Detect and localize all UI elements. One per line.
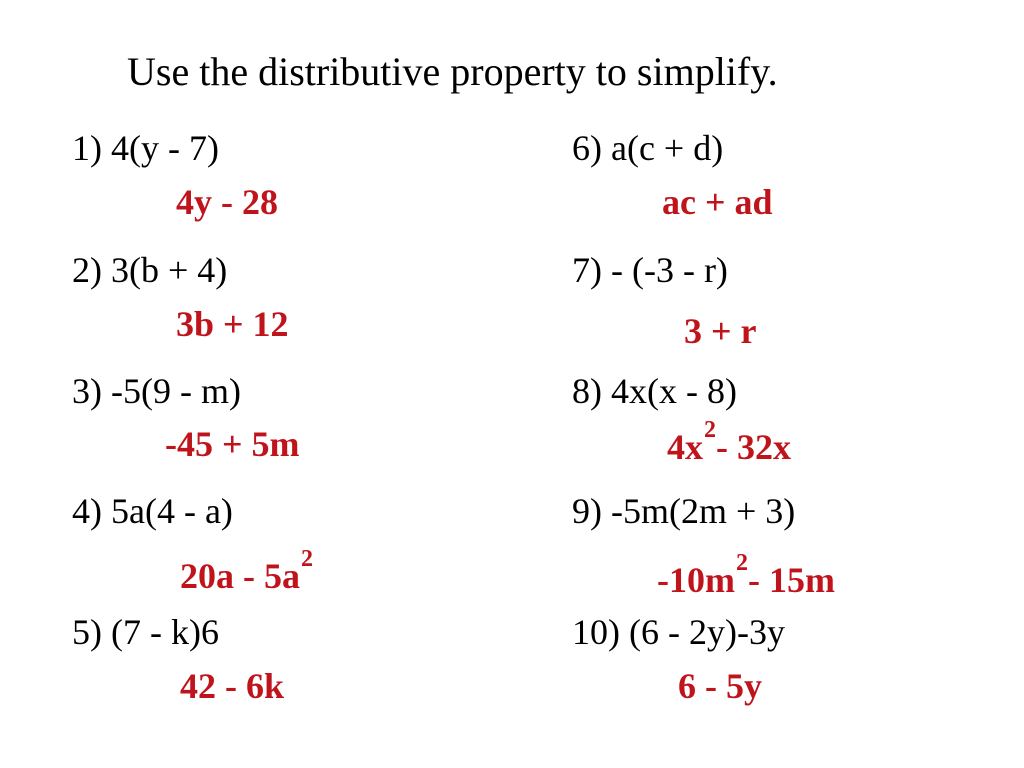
answer-4-base: 20a - 5a: [180, 556, 300, 596]
problem-5: 5) (7 - k)6: [72, 612, 219, 652]
answer-7: 3 + r: [684, 311, 757, 351]
answer-9-base: -10m: [657, 560, 735, 600]
problem-7: 7) - (-3 - r): [572, 250, 728, 290]
answer-4-exponent: 2: [301, 546, 313, 572]
answer-10: 6 - 5y: [678, 666, 762, 706]
answer-8: [667, 417, 791, 467]
problem-1: 1) 4(y - 7): [72, 128, 219, 168]
answer-5: 42 - 6k: [180, 666, 285, 706]
answer-9-rest: - 15m: [747, 560, 835, 600]
page-title: Use the distributive property to simplify.: [127, 49, 778, 94]
answer-3: -45 + 5m: [165, 424, 300, 464]
answer-4: [180, 546, 313, 596]
answer-9: [657, 550, 835, 600]
answer-8-base: 4x: [667, 427, 703, 467]
answer-2: 3b + 12: [176, 304, 289, 344]
answer-1: 4y - 28: [176, 182, 278, 222]
answer-6: ac + ad: [662, 182, 773, 222]
answer-8-rest: - 32x: [716, 427, 791, 467]
problem-2: 2) 3(b + 4): [72, 250, 228, 290]
answer-8-exponent: 2: [704, 417, 716, 443]
problem-4: 4) 5a(4 - a): [72, 491, 233, 531]
answer-9-exponent: 2: [735, 550, 748, 576]
problem-10: 10) (6 - 2y)-3y: [572, 612, 785, 652]
problem-8: 8) 4x(x - 8): [572, 371, 737, 411]
problem-3: 3) -5(9 - m): [72, 371, 241, 411]
problem-9: 9) -5m(2m + 3): [572, 491, 796, 531]
problem-6: 6) a(c + d): [572, 128, 724, 168]
